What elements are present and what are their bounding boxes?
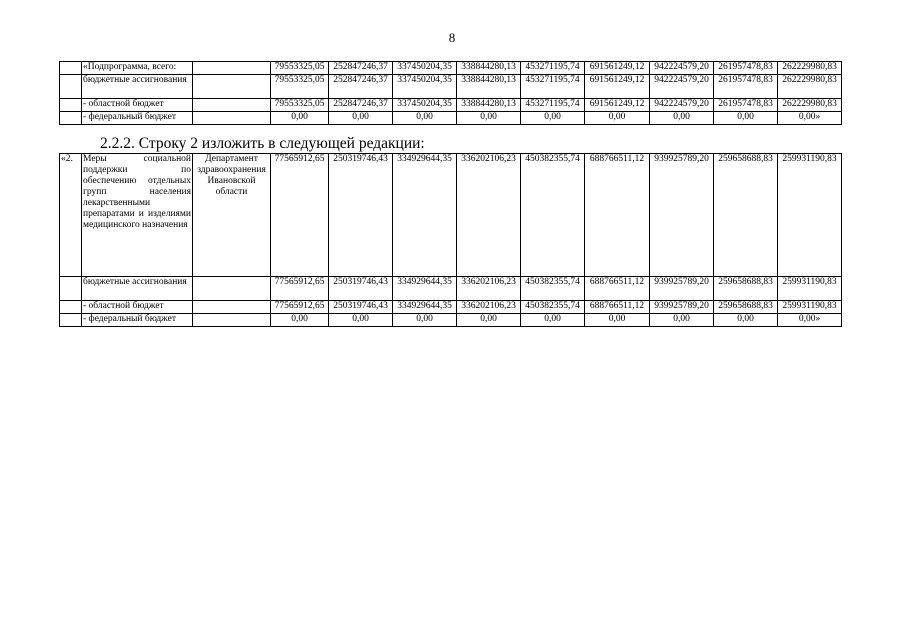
row-label-cell — [82, 154, 193, 277]
page-number: 8 — [448, 30, 456, 45]
amount-cell: 0,00 — [650, 112, 714, 125]
amount-cell: 336202106,23 — [457, 277, 521, 301]
amount-cell: 0,00 — [714, 314, 778, 327]
amount-cell: 0,00 — [521, 314, 585, 327]
amount-cell: 250319746,43 — [329, 301, 393, 314]
table-row — [60, 314, 842, 327]
table-row — [60, 75, 842, 99]
amount-cell: 334929644,35 — [393, 154, 457, 277]
amount-cell: 77565912,65 — [271, 154, 329, 277]
table-row — [60, 112, 842, 125]
amount-cell: 259658688,83 — [714, 277, 778, 301]
amount-cell: 262229980,83 — [778, 75, 842, 99]
table-row — [60, 99, 842, 112]
amount-cell: 0,00 — [393, 112, 457, 125]
amount-cell: 252847246,37 — [329, 99, 393, 112]
row-label: Меры социальной поддержки по обеспечению отдельных групп населения лекарственными препаратами и изделиями медицинского назначения — [83, 154, 191, 230]
amount-cell: 691561249,12 — [585, 62, 650, 75]
amount-cell: 688766511,12 — [585, 154, 650, 277]
amount-cell: 942224579,20 — [650, 62, 714, 75]
amount-cell: 942224579,20 — [650, 75, 714, 99]
amount-cell: 688766511,12 — [585, 277, 650, 301]
table-row — [60, 277, 842, 301]
amount-cell: 259658688,83 — [714, 154, 778, 277]
row-label-cell — [82, 99, 193, 112]
amount-cell: 0,00 — [521, 112, 585, 125]
amount-cell: 250319746,43 — [329, 277, 393, 301]
amount-cell: 259931190,83 — [778, 301, 842, 314]
amount-cell: 338844280,13 — [457, 99, 521, 112]
amount-cell: 0,00 — [329, 314, 393, 327]
amount-cell: 939925789,20 — [650, 154, 714, 277]
amount-cell: 338844280,13 — [457, 62, 521, 75]
amount-cell: 252847246,37 — [329, 62, 393, 75]
amount-cell: 0,00» — [778, 112, 842, 125]
amount-cell: 259658688,83 — [714, 301, 778, 314]
amount-cell: 450382355,74 — [521, 277, 585, 301]
row-label: бюджетные ассигнования — [83, 75, 187, 85]
amount-cell: 250319746,43 — [329, 154, 393, 277]
amount-cell: 0,00 — [271, 314, 329, 327]
amount-cell: 0,00 — [457, 314, 521, 327]
row-number-cell — [60, 99, 82, 112]
amount-cell: 337450204,35 — [393, 62, 457, 75]
row-label: - федеральный бюджет — [83, 112, 176, 122]
amount-cell: 79553325,05 — [271, 62, 329, 75]
amount-cell: 942224579,20 — [650, 99, 714, 112]
amount-cell: 77565912,65 — [271, 277, 329, 301]
amount-cell: 0,00 — [329, 112, 393, 125]
department-cell — [193, 75, 271, 99]
amount-cell: 0,00» — [778, 314, 842, 327]
amount-cell: 259931190,83 — [778, 277, 842, 301]
amount-cell: 0,00 — [393, 314, 457, 327]
amount-cell: 691561249,12 — [585, 99, 650, 112]
row-label: бюджетные ассигнования — [83, 277, 187, 287]
row-number-cell — [60, 62, 82, 75]
department-cell — [193, 112, 271, 125]
table-row — [60, 154, 842, 277]
amount-cell: 252847246,37 — [329, 75, 393, 99]
amount-cell: 337450204,35 — [393, 99, 457, 112]
table-row — [60, 301, 842, 314]
amount-cell: 453271195,74 — [521, 75, 585, 99]
row-number-cell — [60, 75, 82, 99]
department-cell: Департамент здравоохранения Ивановской области — [193, 154, 271, 277]
row-label: - областной бюджет — [83, 301, 164, 311]
amount-cell: 334929644,35 — [393, 277, 457, 301]
amount-cell: 77565912,65 — [271, 301, 329, 314]
amount-cell: 453271195,74 — [521, 62, 585, 75]
amount-cell: 334929644,35 — [393, 301, 457, 314]
amount-cell: 450382355,74 — [521, 301, 585, 314]
amount-cell: 261957478,83 — [714, 99, 778, 112]
section-heading: 2.2.2. Строку 2 изложить в следующей редакции: — [100, 135, 425, 152]
amount-cell: 261957478,83 — [714, 62, 778, 75]
row-number-cell — [60, 112, 82, 125]
amount-cell: 691561249,12 — [585, 75, 650, 99]
amount-cell: 261957478,83 — [714, 75, 778, 99]
amount-cell: 939925789,20 — [650, 301, 714, 314]
amount-cell: 450382355,74 — [521, 154, 585, 277]
amount-cell: 939925789,20 — [650, 277, 714, 301]
department-cell — [193, 99, 271, 112]
row-label-cell — [82, 301, 193, 314]
row-number-cell — [60, 314, 82, 327]
row-number-cell — [60, 277, 82, 301]
amount-cell: 0,00 — [585, 112, 650, 125]
row-number-cell: «2. — [60, 154, 82, 277]
amount-cell: 336202106,23 — [457, 154, 521, 277]
measure-row-table — [59, 153, 842, 327]
amount-cell: 79553325,05 — [271, 75, 329, 99]
amount-cell: 688766511,12 — [585, 301, 650, 314]
amount-cell: 262229980,83 — [778, 62, 842, 75]
row-label: «Подпрограмма, всего: — [83, 62, 177, 72]
amount-cell: 0,00 — [714, 112, 778, 125]
amount-cell: 338844280,13 — [457, 75, 521, 99]
row-label: - федеральный бюджет — [83, 314, 176, 324]
table-row — [60, 62, 842, 75]
amount-cell: 262229980,83 — [778, 99, 842, 112]
row-label: - областной бюджет — [83, 99, 164, 109]
row-label-cell — [82, 75, 193, 99]
amount-cell: 0,00 — [457, 112, 521, 125]
amount-cell: 0,00 — [650, 314, 714, 327]
amount-cell: 79553325,05 — [271, 99, 329, 112]
row-number-cell — [60, 301, 82, 314]
department-cell — [193, 62, 271, 75]
row-label-cell — [82, 62, 193, 75]
department-cell — [193, 277, 271, 301]
row-label-cell — [82, 314, 193, 327]
amount-cell: 0,00 — [585, 314, 650, 327]
amount-cell: 453271195,74 — [521, 99, 585, 112]
row-label-cell — [82, 277, 193, 301]
department-cell — [193, 301, 271, 314]
amount-cell: 259931190,83 — [778, 154, 842, 277]
amount-cell: 0,00 — [271, 112, 329, 125]
amount-cell: 337450204,35 — [393, 75, 457, 99]
department-cell — [193, 314, 271, 327]
amount-cell: 336202106,23 — [457, 301, 521, 314]
row-label-cell — [82, 112, 193, 125]
subprogram-totals-table — [59, 61, 842, 125]
